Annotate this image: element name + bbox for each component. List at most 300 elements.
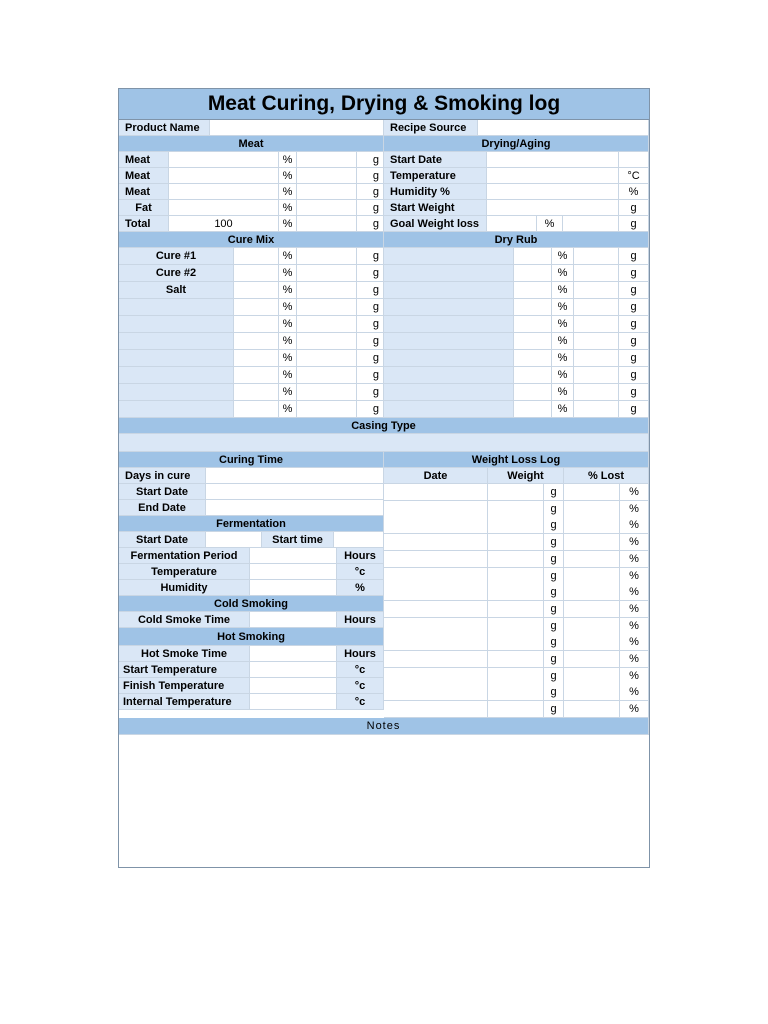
product-name-field[interactable] — [210, 120, 384, 136]
dry-rub-pct-field[interactable] — [574, 350, 619, 367]
gram-unit: g — [619, 350, 649, 367]
meat-heading: Meat — [119, 136, 384, 152]
drying-start-date-field[interactable] — [487, 152, 619, 168]
gram-unit: g — [357, 282, 384, 299]
pct-unit: % — [620, 584, 649, 601]
weight-log-row — [384, 551, 649, 567]
log-pct-lost-field[interactable] — [564, 484, 620, 501]
log-weight-field[interactable] — [488, 484, 544, 501]
log-date-field[interactable] — [384, 534, 488, 551]
total-label: Total — [119, 216, 169, 232]
log-date-field[interactable] — [384, 501, 488, 518]
gram-unit: g — [357, 367, 384, 384]
total-pct-field[interactable] — [297, 216, 357, 232]
dry-rub-pct-field[interactable] — [574, 282, 619, 299]
log-weight-field[interactable] — [488, 517, 544, 534]
cure-item-label: Salt — [119, 282, 234, 299]
cure-item-label: Cure #1 — [119, 248, 234, 265]
cure-item-field[interactable] — [234, 299, 279, 316]
cure-item-label — [119, 333, 234, 350]
cure-pct-field[interactable] — [297, 384, 357, 401]
log-date-field[interactable] — [384, 684, 488, 701]
total-value[interactable]: 100 — [169, 216, 279, 232]
weight-log-row — [384, 568, 649, 584]
gram-unit: g — [619, 200, 649, 216]
dry-rub-item-field[interactable] — [384, 282, 514, 299]
cure-rub-row — [119, 367, 649, 384]
cure-item-field[interactable] — [234, 248, 279, 265]
log-weight-field[interactable] — [488, 584, 544, 601]
dry-rub-item-field[interactable] — [384, 248, 514, 265]
cold-smoking-heading: Cold Smoking — [119, 596, 384, 612]
pct-unit: % — [279, 216, 297, 232]
pct-unit: % — [620, 634, 649, 651]
dry-rub-amount-field[interactable] — [514, 401, 552, 418]
log-date-field[interactable] — [384, 551, 488, 568]
cure-rub-row — [119, 384, 649, 401]
gram-unit: g — [544, 684, 564, 701]
hours-unit: Hours — [337, 612, 384, 628]
weight-log-row — [384, 651, 649, 667]
finish-temperature-field[interactable] — [250, 678, 337, 694]
log-date-field[interactable] — [384, 634, 488, 651]
log-date-field[interactable] — [384, 517, 488, 534]
gram-unit: g — [357, 168, 384, 184]
log-pct-lost-field[interactable] — [564, 534, 620, 551]
cure-pct-field[interactable] — [297, 367, 357, 384]
goal-weight-loss-label: Goal Weight loss — [384, 216, 487, 232]
fat-field[interactable] — [169, 200, 279, 216]
hot-smoking-heading: Hot Smoking — [119, 628, 384, 646]
weight-column-header: Weight — [488, 468, 564, 484]
pct-unit: % — [279, 282, 297, 299]
pct-unit: % — [620, 551, 649, 568]
cure-pct-field[interactable] — [297, 282, 357, 299]
cure-pct-field[interactable] — [297, 350, 357, 367]
pct-unit: % — [279, 350, 297, 367]
cure-pct-field[interactable] — [297, 316, 357, 333]
fat-pct-field[interactable] — [297, 200, 357, 216]
pct-unit: % — [620, 534, 649, 551]
curing-end-date-field[interactable] — [206, 500, 384, 516]
gram-unit: g — [619, 265, 649, 282]
pct-unit: % — [552, 384, 574, 401]
casing-row — [119, 434, 649, 452]
fermentation-start-date-field[interactable] — [206, 532, 262, 548]
log-date-field[interactable] — [384, 601, 488, 618]
gram-unit: g — [544, 668, 564, 685]
gram-unit: g — [544, 701, 564, 718]
gram-unit: g — [357, 316, 384, 333]
pct-unit: % — [537, 216, 563, 232]
gram-unit: g — [357, 152, 384, 168]
hot-smoke-time-label: Hot Smoke Time — [119, 646, 250, 662]
gram-unit: g — [544, 568, 564, 585]
fermentation-period-label: Fermentation Period — [119, 548, 250, 564]
section-header-row — [119, 452, 649, 468]
cure-item-field[interactable] — [234, 401, 279, 418]
meat-label: Meat — [119, 168, 169, 184]
gram-unit: g — [619, 333, 649, 350]
internal-temperature-field[interactable] — [250, 694, 337, 710]
gram-unit: g — [619, 401, 649, 418]
gram-unit: g — [357, 350, 384, 367]
notes-heading: Notes — [119, 718, 649, 735]
pct-unit: % — [552, 248, 574, 265]
pct-unit: % — [279, 367, 297, 384]
weight-log-row — [384, 584, 649, 600]
log-weight-field[interactable] — [488, 568, 544, 585]
celsius-unit: °c — [337, 678, 384, 694]
dry-rub-amount-field[interactable] — [514, 367, 552, 384]
cure-item-field[interactable] — [234, 265, 279, 282]
cure-rub-row — [119, 401, 649, 418]
log-pct-lost-field[interactable] — [564, 651, 620, 668]
gram-unit: g — [619, 282, 649, 299]
gram-unit: g — [357, 200, 384, 216]
blank-cell — [619, 152, 649, 168]
cure-pct-field[interactable] — [297, 299, 357, 316]
cure-item-field[interactable] — [234, 333, 279, 350]
pct-unit: % — [279, 384, 297, 401]
fermentation-humidity-label: Humidity — [119, 580, 250, 596]
gram-unit: g — [619, 216, 649, 232]
meat-label: Meat — [119, 152, 169, 168]
pct-unit: % — [279, 333, 297, 350]
dry-rub-item-field[interactable] — [384, 316, 514, 333]
log-weight-field[interactable] — [488, 501, 544, 518]
days-in-cure-field[interactable] — [206, 468, 384, 484]
log-pct-lost-field[interactable] — [564, 501, 620, 518]
log-pct-lost-field[interactable] — [564, 584, 620, 601]
log-pct-lost-field[interactable] — [564, 601, 620, 618]
pct-unit: % — [620, 651, 649, 668]
log-pct-lost-field[interactable] — [564, 618, 620, 635]
pct-unit: % — [279, 299, 297, 316]
pct-unit: % — [552, 367, 574, 384]
cure-mix-heading: Cure Mix — [119, 232, 384, 248]
pct-unit: % — [552, 299, 574, 316]
fermentation-temperature-label: Temperature — [119, 564, 250, 580]
log-pct-lost-field[interactable] — [564, 568, 620, 585]
cure-rub-row — [119, 248, 649, 265]
cure-rub-row — [119, 299, 649, 316]
pct-unit: % — [620, 517, 649, 534]
pct-unit: % — [279, 401, 297, 418]
cure-rub-row — [119, 350, 649, 367]
goal-weight-g-field[interactable] — [563, 216, 619, 232]
log-pct-lost-field[interactable] — [564, 668, 620, 685]
log-weight-field[interactable] — [488, 634, 544, 651]
cure-item-field[interactable] — [234, 350, 279, 367]
cure-pct-field[interactable] — [297, 401, 357, 418]
cold-smoke-time-label: Cold Smoke Time — [119, 612, 250, 628]
dry-rub-pct-field[interactable] — [574, 299, 619, 316]
pct-unit: % — [619, 184, 649, 200]
dry-rub-pct-field[interactable] — [574, 265, 619, 282]
log-date-field[interactable] — [384, 668, 488, 685]
weight-log-columns — [384, 468, 649, 484]
weight-log-row — [384, 701, 649, 717]
pct-unit: % — [620, 601, 649, 618]
pct-unit: % — [620, 618, 649, 635]
gram-unit: g — [544, 601, 564, 618]
dry-rub-amount-field[interactable] — [514, 265, 552, 282]
drying-heading: Drying/Aging — [384, 136, 649, 152]
cure-item-field[interactable] — [234, 316, 279, 333]
cure-item-label — [119, 401, 234, 418]
dry-rub-amount-field[interactable] — [514, 299, 552, 316]
fermentation-temperature-field[interactable] — [250, 564, 337, 580]
log-date-field[interactable] — [384, 651, 488, 668]
log-pct-lost-field[interactable] — [564, 684, 620, 701]
log-weight-field[interactable] — [488, 601, 544, 618]
pct-unit: % — [279, 184, 297, 200]
gram-unit: g — [544, 501, 564, 518]
cure-item-label — [119, 367, 234, 384]
gram-unit: g — [619, 316, 649, 333]
cure-rub-row — [119, 282, 649, 299]
celsius-unit: °c — [337, 694, 384, 710]
cold-smoke-time-field[interactable] — [250, 612, 337, 628]
dry-rub-pct-field[interactable] — [574, 367, 619, 384]
dry-rub-amount-field[interactable] — [514, 384, 552, 401]
dry-rub-amount-field[interactable] — [514, 282, 552, 299]
pct-unit: % — [552, 282, 574, 299]
product-name-label: Product Name — [119, 120, 210, 136]
pct-unit: % — [279, 248, 297, 265]
weight-log-row — [384, 517, 649, 533]
gram-unit: g — [357, 184, 384, 200]
internal-temperature-label: Internal Temperature — [119, 694, 250, 710]
log-date-field[interactable] — [384, 618, 488, 635]
log-date-field[interactable] — [384, 568, 488, 585]
gram-unit: g — [357, 384, 384, 401]
pct-unit: % — [552, 265, 574, 282]
log-pct-lost-field[interactable] — [564, 701, 620, 718]
pct-unit: % — [337, 580, 384, 596]
dry-rub-heading: Dry Rub — [384, 232, 649, 248]
cure-pct-field[interactable] — [297, 333, 357, 350]
dry-rub-pct-field[interactable] — [574, 248, 619, 265]
start-weight-label: Start Weight — [384, 200, 487, 216]
fat-label: Fat — [119, 200, 169, 216]
dry-rub-amount-field[interactable] — [514, 248, 552, 265]
pct-unit: % — [552, 401, 574, 418]
celsius-unit: °c — [337, 564, 384, 580]
curing-time-heading: Curing Time — [119, 452, 384, 468]
fermentation-heading: Fermentation — [119, 516, 384, 532]
gram-unit: g — [619, 248, 649, 265]
weight-log-row — [384, 601, 649, 617]
curing-start-date-label: Start Date — [119, 484, 206, 500]
pct-unit: % — [620, 484, 649, 501]
pct-unit: % — [620, 501, 649, 518]
weight-loss-log-heading: Weight Loss Log — [384, 452, 649, 468]
meat-field[interactable] — [169, 184, 279, 200]
pct-unit: % — [620, 568, 649, 585]
dry-rub-item-field[interactable] — [384, 299, 514, 316]
meat-field[interactable] — [169, 152, 279, 168]
gram-unit: g — [357, 299, 384, 316]
cure-item-field[interactable] — [234, 367, 279, 384]
meat-pct-field[interactable] — [297, 168, 357, 184]
meat-row — [119, 152, 649, 168]
casing-heading-row — [119, 418, 649, 434]
gram-unit: g — [357, 333, 384, 350]
log-weight-field[interactable] — [488, 684, 544, 701]
fermentation-start-date-label: Start Date — [119, 532, 206, 548]
log-date-field[interactable] — [384, 701, 488, 718]
log-pct-lost-field[interactable] — [564, 551, 620, 568]
drying-temperature-field[interactable] — [487, 168, 619, 184]
pct-unit: % — [279, 152, 297, 168]
log-pct-lost-field[interactable] — [564, 634, 620, 651]
start-weight-field[interactable] — [487, 200, 619, 216]
cure-item-label — [119, 384, 234, 401]
cure-item-label — [119, 350, 234, 367]
dry-rub-item-field[interactable] — [384, 265, 514, 282]
log-date-field[interactable] — [384, 584, 488, 601]
pct-lost-column-header: % Lost — [564, 468, 649, 484]
weight-log-row — [384, 668, 649, 684]
gram-unit: g — [544, 651, 564, 668]
meat-total-row — [119, 216, 649, 232]
header-row — [119, 120, 649, 136]
weight-log-row — [384, 534, 649, 550]
log-date-field[interactable] — [384, 484, 488, 501]
gram-unit: g — [544, 634, 564, 651]
log-weight-field[interactable] — [488, 701, 544, 718]
notes-heading-row — [119, 718, 649, 735]
gram-unit: g — [544, 551, 564, 568]
page-title: Meat Curing, Drying & Smoking log — [119, 89, 649, 120]
gram-unit: g — [544, 618, 564, 635]
pct-unit: % — [620, 701, 649, 718]
log-weight-field[interactable] — [488, 551, 544, 568]
cure-pct-field[interactable] — [297, 265, 357, 282]
dry-rub-amount-field[interactable] — [514, 350, 552, 367]
temperature-label: Temperature — [384, 168, 487, 184]
start-temperature-label: Start Temperature — [119, 662, 250, 678]
fermentation-period-field[interactable] — [250, 548, 337, 564]
date-column-header: Date — [384, 468, 488, 484]
dry-rub-item-field[interactable] — [384, 384, 514, 401]
casing-type-heading: Casing Type — [119, 418, 649, 434]
gram-unit: g — [619, 384, 649, 401]
meat-field[interactable] — [169, 168, 279, 184]
days-in-cure-label: Days in cure — [119, 468, 206, 484]
dry-rub-pct-field[interactable] — [574, 384, 619, 401]
meat-row — [119, 168, 649, 184]
start-time-field[interactable] — [334, 532, 384, 548]
pct-unit: % — [279, 265, 297, 282]
gram-unit: g — [357, 401, 384, 418]
log-weight-field[interactable] — [488, 651, 544, 668]
dry-rub-item-field[interactable] — [384, 367, 514, 384]
pct-unit: % — [279, 168, 297, 184]
meat-pct-field[interactable] — [297, 184, 357, 200]
gram-unit: g — [357, 216, 384, 232]
cure-item-field[interactable] — [234, 384, 279, 401]
cure-pct-field[interactable] — [297, 248, 357, 265]
log-weight-field[interactable] — [488, 668, 544, 685]
weight-log-row — [384, 484, 649, 500]
celsius-unit: °C — [619, 168, 649, 184]
dry-rub-item-field[interactable] — [384, 333, 514, 350]
dry-rub-pct-field[interactable] — [574, 316, 619, 333]
gram-unit: g — [544, 534, 564, 551]
dry-rub-pct-field[interactable] — [574, 401, 619, 418]
meat-pct-field[interactable] — [297, 152, 357, 168]
start-temperature-field[interactable] — [250, 662, 337, 678]
dry-rub-item-field[interactable] — [384, 401, 514, 418]
meat-row — [119, 184, 649, 200]
cure-item-label — [119, 316, 234, 333]
goal-weight-pct-field[interactable] — [487, 216, 537, 232]
casing-type-field[interactable] — [119, 434, 649, 452]
gram-unit: g — [544, 484, 564, 501]
section-header-row — [119, 136, 649, 152]
dry-rub-amount-field[interactable] — [514, 333, 552, 350]
cure-rub-row — [119, 333, 649, 350]
start-date-label: Start Date — [384, 152, 487, 168]
dry-rub-item-field[interactable] — [384, 350, 514, 367]
log-pct-lost-field[interactable] — [564, 517, 620, 534]
log-weight-field[interactable] — [488, 618, 544, 635]
pct-unit: % — [620, 684, 649, 701]
recipe-source-field[interactable] — [478, 120, 649, 136]
gram-unit: g — [357, 265, 384, 282]
pct-unit: % — [552, 350, 574, 367]
pct-unit: % — [279, 200, 297, 216]
dry-rub-amount-field[interactable] — [514, 316, 552, 333]
weight-log-row — [384, 618, 649, 634]
hot-smoke-time-field[interactable] — [250, 646, 337, 662]
drying-humidity-field[interactable] — [487, 184, 619, 200]
cure-rub-row — [119, 265, 649, 282]
fermentation-humidity-field[interactable] — [250, 580, 337, 596]
gram-unit: g — [544, 517, 564, 534]
pct-unit: % — [279, 316, 297, 333]
log-sheet — [118, 88, 650, 868]
dry-rub-pct-field[interactable] — [574, 333, 619, 350]
weight-log-row — [384, 501, 649, 517]
start-time-label: Start time — [262, 532, 334, 548]
cure-item-label: Cure #2 — [119, 265, 234, 282]
gram-unit: g — [357, 248, 384, 265]
gram-unit: g — [544, 584, 564, 601]
cure-rub-row — [119, 316, 649, 333]
recipe-source-label: Recipe Source — [384, 120, 478, 136]
finish-temperature-label: Finish Temperature — [119, 678, 250, 694]
cure-item-field[interactable] — [234, 282, 279, 299]
log-weight-field[interactable] — [488, 534, 544, 551]
cure-item-label — [119, 299, 234, 316]
gram-unit: g — [619, 367, 649, 384]
meat-label: Meat — [119, 184, 169, 200]
celsius-unit: °c — [337, 662, 384, 678]
meat-row — [119, 200, 649, 216]
notes-field[interactable] — [119, 735, 649, 867]
pct-unit: % — [620, 668, 649, 685]
humidity-label: Humidity % — [384, 184, 487, 200]
hours-unit: Hours — [337, 646, 384, 662]
weight-log-row — [384, 634, 649, 650]
curing-start-date-field[interactable] — [206, 484, 384, 500]
pct-unit: % — [552, 333, 574, 350]
hours-unit: Hours — [337, 548, 384, 564]
